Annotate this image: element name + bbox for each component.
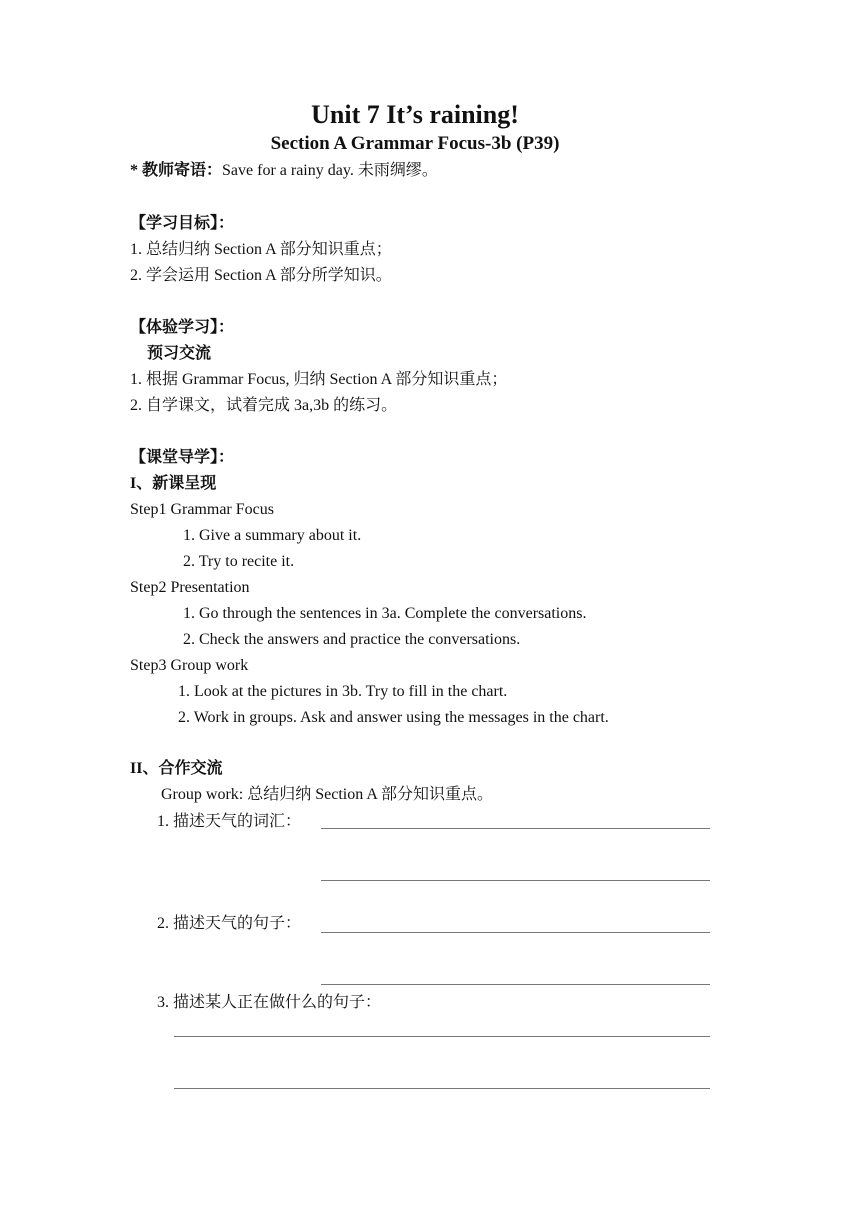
- classroom-heading: 【课堂导学】：: [130, 449, 235, 466]
- question-activity-sentences: 3. 描述某人正在做什么的句子：: [157, 994, 382, 1011]
- motto-prefix: * 教师寄语：: [130, 162, 223, 179]
- experience-heading: 【体验学习】：: [130, 319, 235, 336]
- part1-heading: I、新课呈现: [130, 475, 217, 492]
- cooperation-heading: II、合作交流: [130, 760, 223, 777]
- answer-blank[interactable]: [174, 1088, 710, 1089]
- answer-blank[interactable]: [174, 1036, 710, 1037]
- answer-blank[interactable]: [321, 880, 710, 881]
- page-subtitle: Section A Grammar Focus-3b (P39): [270, 133, 560, 154]
- goal-item: 1. 总结归纳 Section A 部分知识重点；: [130, 241, 392, 258]
- page-title: Unit 7 It’s raining!: [311, 100, 519, 129]
- motto-text: Save for a rainy day. 未雨绸缪。: [222, 162, 438, 179]
- answer-blank[interactable]: [321, 984, 710, 985]
- question-weather-sentences: 2. 描述天气的句子：: [157, 915, 302, 932]
- step3-item: 2. Work in groups. Ask and answer using the messages in the chart.: [178, 709, 609, 726]
- step2-item: 1. Go through the sentences in 3a. Complete the conversations.: [183, 605, 587, 622]
- step3-item: 1. Look at the pictures in 3b. Try to fill in the chart.: [178, 683, 508, 700]
- answer-blank[interactable]: [321, 932, 710, 933]
- goals-heading: 【学习目标】：: [130, 215, 235, 232]
- question-vocabulary: 1. 描述天气的词汇：: [157, 813, 302, 830]
- answer-blank[interactable]: [321, 828, 710, 829]
- step1-item: 1. Give a summary about it.: [183, 527, 362, 544]
- preview-subheading: 预习交流: [147, 345, 212, 362]
- experience-item: 1. 根据 Grammar Focus, 归纳 Section A 部分知识重点；: [130, 371, 508, 388]
- step2-label: Step2 Presentation: [130, 579, 250, 596]
- goal-item: 2. 学会运用 Section A 部分所学知识。: [130, 267, 392, 284]
- experience-item: 2. 自学课文，试着完成 3a,3b 的练习。: [130, 397, 398, 414]
- cooperation-intro: Group work: 总结归纳 Section A 部分知识重点。: [161, 786, 493, 803]
- teacher-motto: [130, 161, 438, 181]
- step2-item: 2. Check the answers and practice the conversations.: [183, 631, 521, 648]
- step1-item: 2. Try to recite it.: [183, 553, 295, 570]
- step3-label: Step3 Group work: [130, 657, 249, 674]
- step1-label: Step1 Grammar Focus: [130, 501, 274, 518]
